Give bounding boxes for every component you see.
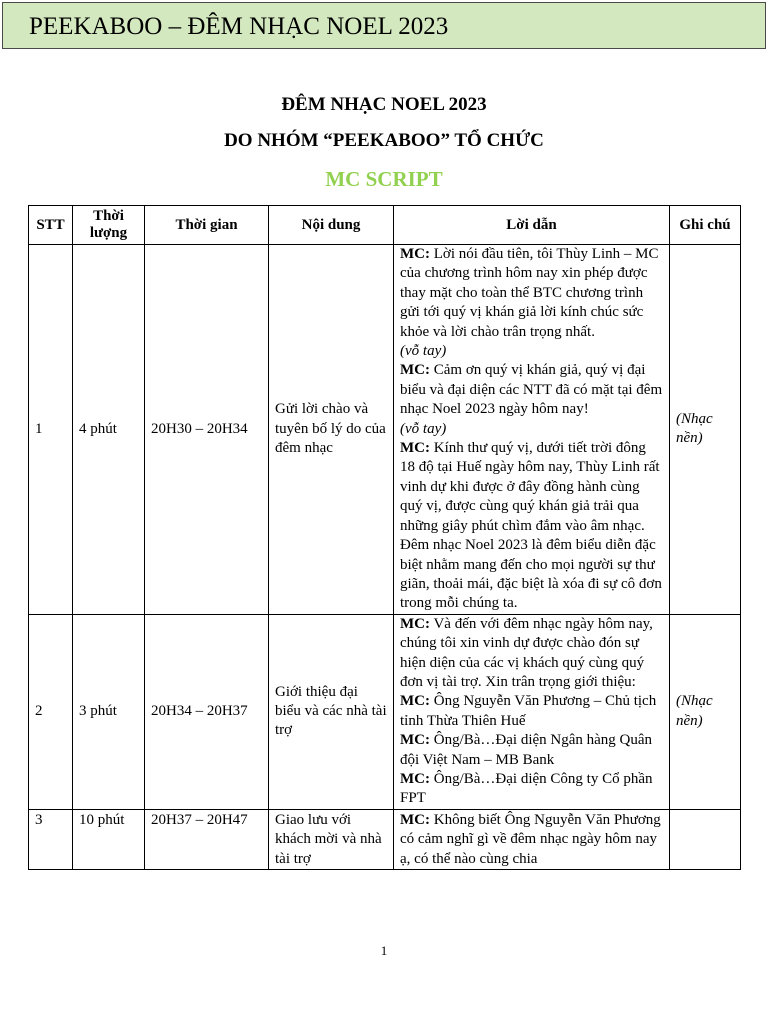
mc-label: MC: [400,693,430,710]
script-text: Không biết Ông Nguyễn Văn Phương có cảm nghĩ gì về đêm nhạc ngày hôm nay ạ, có thể nào cùng chia [400,811,661,867]
cell-note: (Nhạc nền) [670,614,741,809]
cell-duration: 10 phút [73,809,145,869]
cell-stt: 3 [29,809,73,869]
header-duration: Thời lượng [73,206,145,245]
cell-script [394,614,670,809]
cell-duration: 4 phút [73,245,145,615]
script-paragraph [400,361,663,419]
script-paragraph [400,731,663,770]
cell-note [670,809,741,869]
cell-stt: 2 [29,614,73,809]
script-text: Cảm ơn quý vị khán giả, quý vị đại biểu và đại diện các NTT đã có mặt tại đêm nhạc Noel 2023 ngày hôm nay! [400,362,663,418]
header-title: PEEKABOO – ĐÊM NHẠC NOEL 2023 [29,13,449,40]
applause-note: (vỗ tay) [400,420,447,437]
document-title: ĐÊM NHẠC NOEL 2023 [281,94,487,115]
mc-label: MC: [400,770,430,787]
mc-label: MC: [400,732,430,749]
script-paragraph [400,811,663,867]
mc-label: MC: [400,246,430,262]
table-row [29,809,741,869]
script-text: Ông/Bà…Đại diện Công ty Cổ phần FPT [400,770,653,807]
mc-label: MC: [400,615,430,632]
table-header-row [29,206,741,245]
document-header [2,2,766,49]
cell-content: Giới thiệu đại biểu và các nhà tài trợ [269,614,394,809]
script-paragraph [400,245,663,342]
mc-label: MC: [400,440,430,457]
cell-stt: 1 [29,245,73,615]
cell-time: 20H37 – 20H47 [145,809,269,869]
script-paragraph [400,615,663,693]
script-text: Kính thư quý vị, dưới tiết trời đông 18 độ tại Huế ngày hôm nay, Thùy Linh rất vinh dự khi được ở đây đồng hành cùng quý vị, được cùng quý khán giả trải qua những giây phút chìm đắm vào âm nhạc. Đêm nhạc Noel 2023 là đêm biểu diễn đặc biệt nhằm mang đến cho mọi người sự thư giãn, thoải mái, đặc biệt là xóa đi sự cô đơn trong mỗi chúng ta. [400,440,662,612]
page-number: 1 [380,943,388,958]
script-paragraph [400,692,663,731]
cell-duration: 3 phút [73,614,145,809]
script-text: Lời nói đầu tiên, tôi Thùy Linh – MC của chương trình hôm nay xin phép được thay mặt cho toàn thể BTC chương trình gửi tới quý vị khán giả lời kính chúc sức khỏe và lời chào trân trọng nhất. [400,246,659,340]
mc-label: MC: [400,362,430,379]
script-paragraph [400,439,663,614]
script-paragraph [400,770,663,809]
document-organizer-title: DO NHÓM “PEEKABOO” TỔ CHỨC [224,130,544,151]
table-row [29,245,741,615]
header-note: Ghi chú [670,206,741,245]
cell-content: Giao lưu với khách mời và nhà tài trợ [269,809,394,869]
header-content: Nội dung [269,206,394,245]
cell-time: 20H30 – 20H34 [145,245,269,615]
mc-label: MC: [400,811,430,828]
script-text: Ông/Bà…Đại diện Ngân hàng Quân đội Việt Nam – MB Bank [400,732,653,768]
cell-script [394,809,670,869]
script-text: Và đến với đêm nhạc ngày hôm nay, chúng tôi xin vinh dự được chào đón sự hiện diện của các vị khách quý cùng quý đơn vị tài trợ. Xin trân trọng giới thiệu: [400,615,653,690]
document-subtitle: MC SCRIPT [325,167,443,191]
applause-note: (vỗ tay) [400,343,447,360]
mc-script-table [28,205,741,870]
header-time: Thời gian [145,206,269,245]
table-row [29,614,741,809]
script-text: Ông Nguyễn Văn Phương – Chủ tịch tỉnh Thừa Thiên Huế [400,693,657,729]
cell-script [394,245,670,615]
header-stt: STT [29,206,73,245]
cell-time: 20H34 – 20H37 [145,614,269,809]
cell-content: Gửi lời chào và tuyên bố lý do của đêm nhạc [269,245,394,615]
cell-note: (Nhạc nền) [670,245,741,615]
header-script: Lời dẫn [394,206,670,245]
